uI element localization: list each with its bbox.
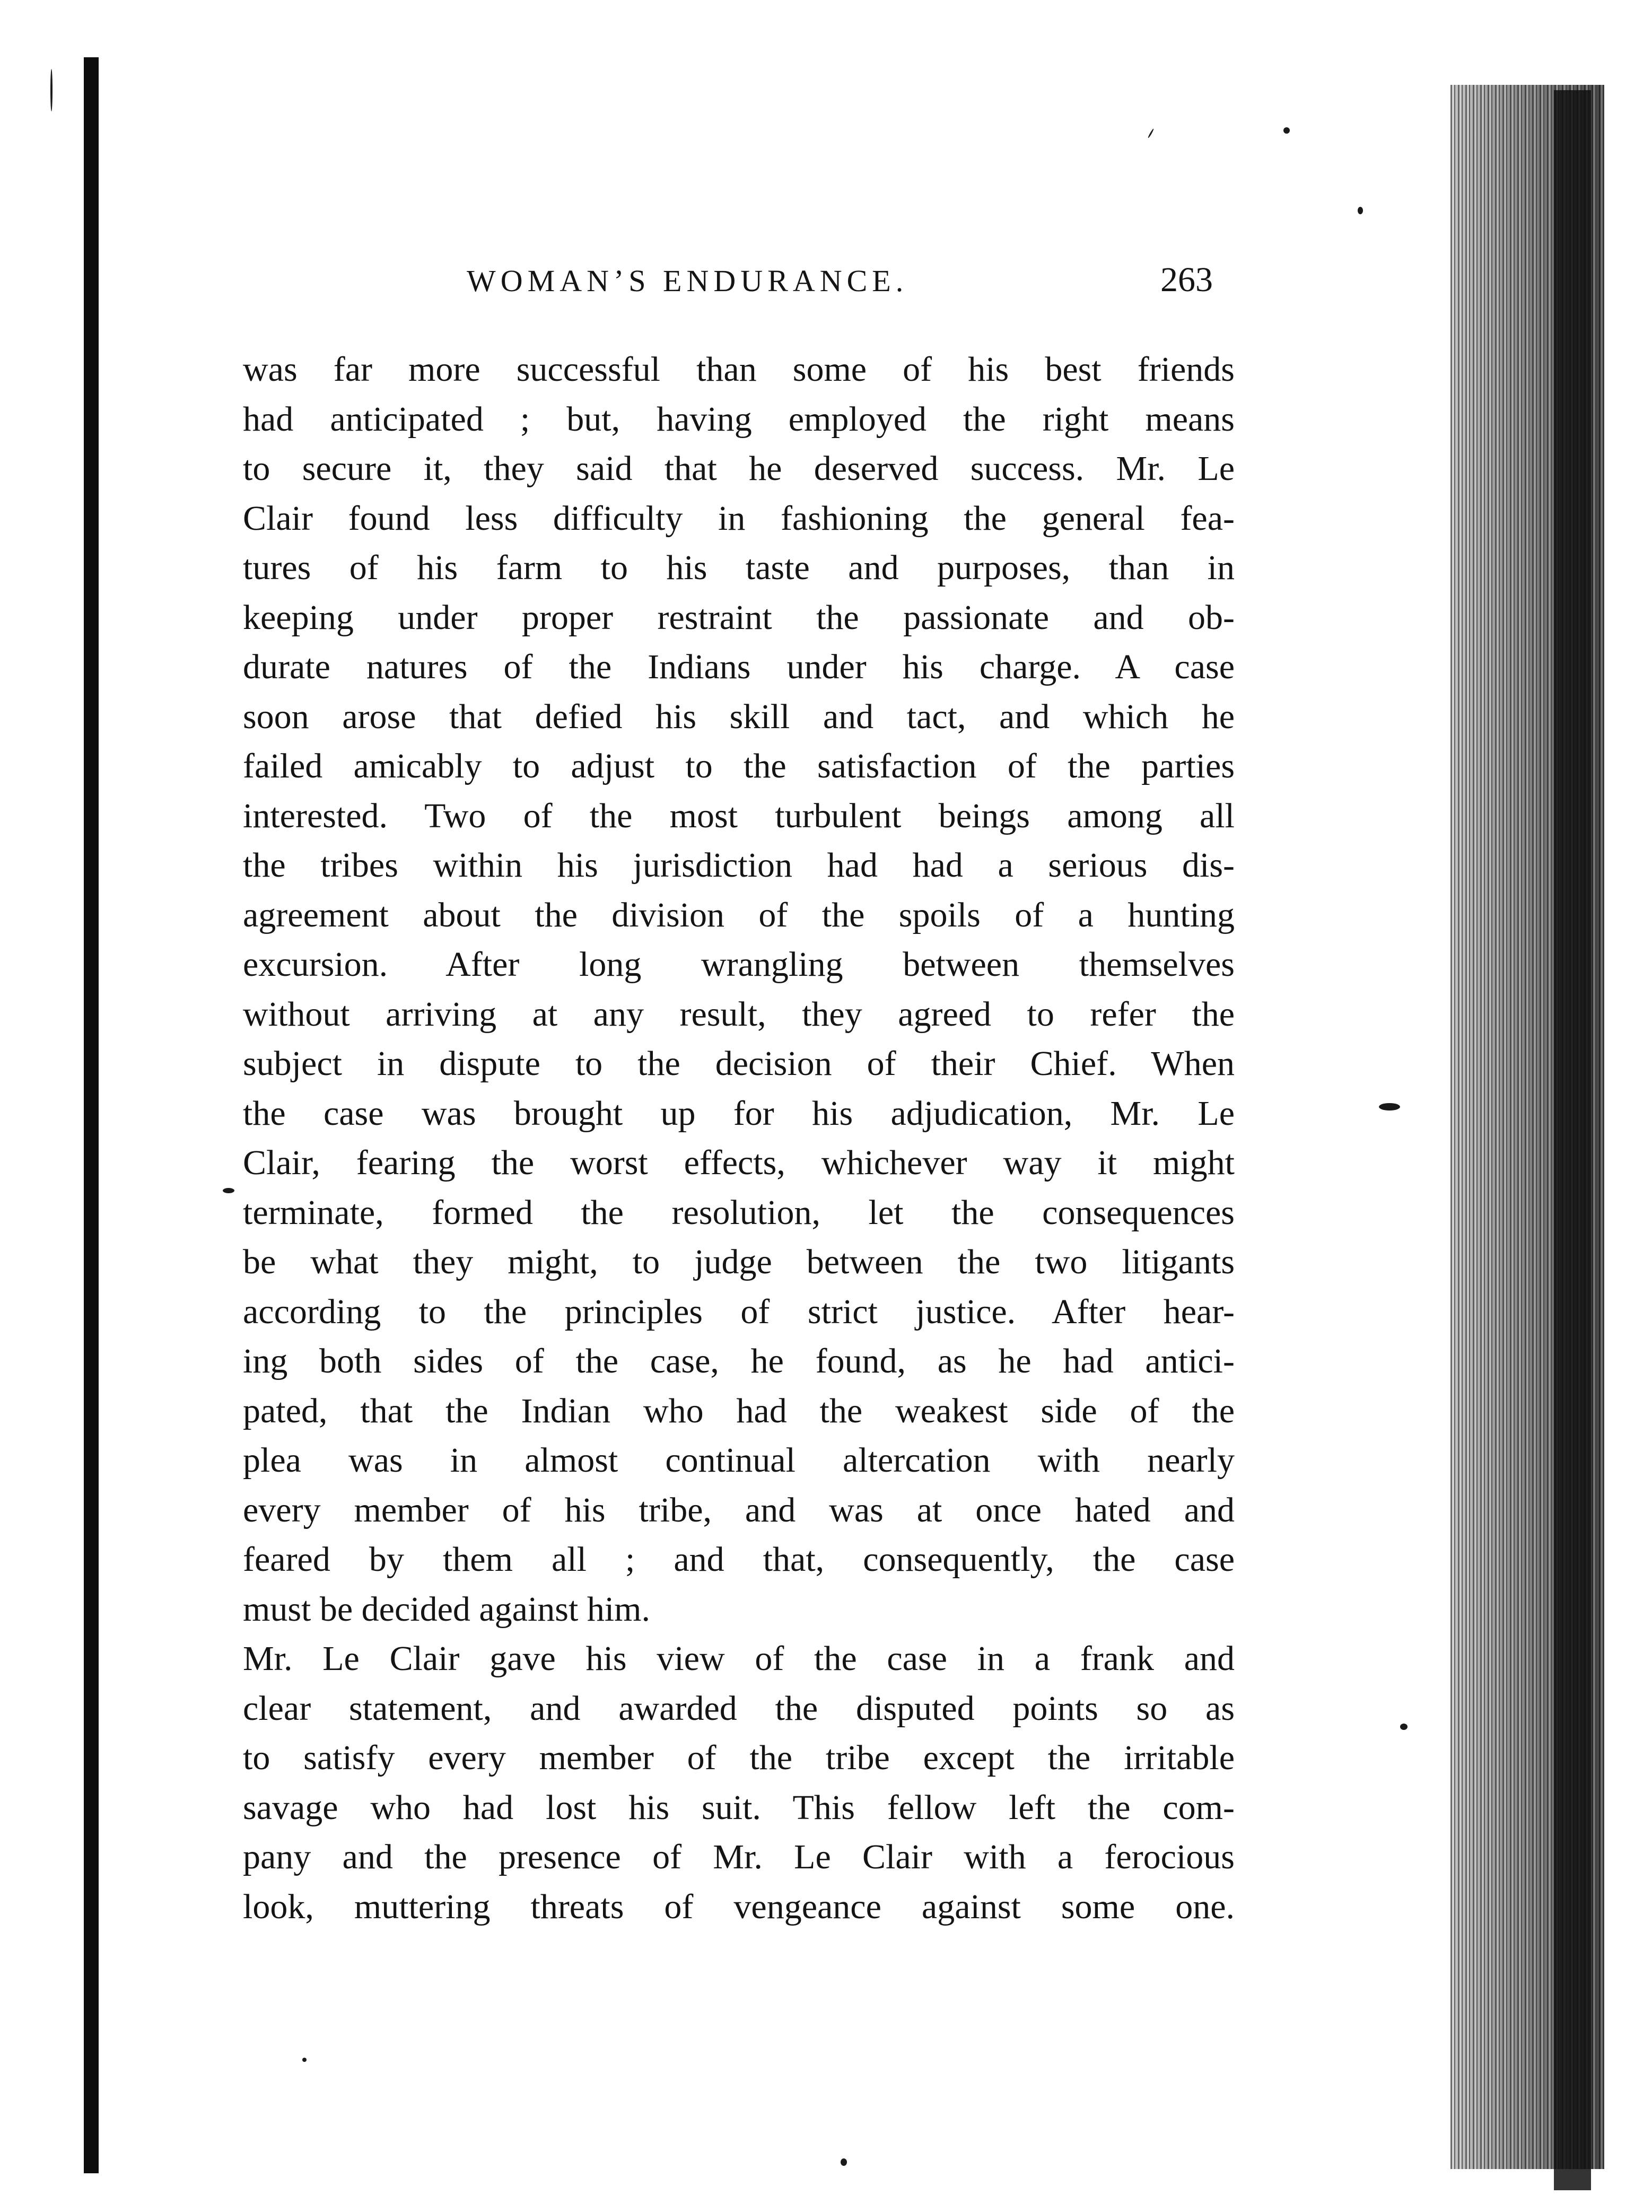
text-line: Mr. Le Clair gave his view of the case in a frank and [243,1639,1235,1678]
text-line: clear statement, and awarded the disputed points so as [243,1689,1235,1728]
text-line: agreement about the division of the spoils of a hunting [243,895,1235,934]
text-line: the tribes within his jurisdiction had had a serious dis- [243,846,1235,885]
page-number: 263 [1160,260,1213,299]
running-header-title: WOMAN’S ENDURANCE. [467,264,908,298]
text-line: soon arose that defied his skill and tact, and which he [243,697,1235,736]
text-line: without arriving at any result, they agreed to refer the [243,994,1235,1034]
text-line: Clair, fearing the worst effects, whichever way it might [243,1143,1235,1182]
text-line: to satisfy every member of the tribe except the irritable [243,1738,1235,1777]
right-page-edge-dark [1554,90,1591,2190]
text-line: plea was in almost continual altercation with nearly [243,1441,1235,1480]
text-line: subject in dispute to the decision of their Chief. When [243,1044,1235,1083]
left-binding-edge [84,57,99,2173]
text-line: interested. Two of the most turbulent beings among all [243,796,1235,835]
text-line: failed amicably to adjust to the satisfaction of the parties [243,747,1235,785]
scan-speck [1400,1724,1408,1730]
scan-speck [1148,128,1155,138]
scan-speck [302,2058,307,2062]
text-line: had anticipated ; but, having employed the right means [243,399,1235,439]
body-text [243,345,1235,1931]
scan-speck [50,69,53,111]
text-line: to secure it, they said that he deserved success. Mr. Le [243,449,1235,488]
scan-speck [223,1188,234,1193]
text-line: savage who had lost his suit. This fellow left the com- [243,1788,1235,1827]
text-line: was far more successful than some of his best friends [243,350,1235,389]
text-line: ing both sides of the case, he found, as he had antici- [243,1342,1235,1380]
scan-speck [1379,1103,1400,1111]
text-line: the case was brought up for his adjudication, Mr. Le [243,1094,1235,1133]
text-line: Clair found less difficulty in fashioning the general fea- [243,499,1235,538]
text-line: pated, that the Indian who had the weakest side of the [243,1391,1235,1430]
text-line: terminate, formed the resolution, let the consequences [243,1193,1235,1232]
text-line: according to the principles of strict justice. After hear- [243,1292,1235,1331]
scan-speck [841,2158,847,2166]
text-line: every member of his tribe, and was at once hated and [243,1490,1235,1529]
scan-speck [1358,207,1363,214]
text-line: be what they might, to judge between the two litigants [243,1243,1235,1281]
text-line: look, muttering threats of vengeance against some one. [243,1887,1235,1926]
text-line: keeping under proper restraint the passionate and ob- [243,598,1235,637]
text-line: durate natures of the Indians under his charge. A case [243,648,1235,686]
text-line: must be decided against him. [243,1589,650,1629]
text-line: excursion. After long wrangling between themselves [243,945,1235,984]
text-line: feared by them all ; and that, consequently, the case [243,1540,1235,1579]
text-line: pany and the presence of Mr. Le Clair with a ferocious [243,1838,1235,1876]
scan-speck [1283,127,1290,134]
text-line: tures of his farm to his taste and purposes, than in [243,548,1235,587]
